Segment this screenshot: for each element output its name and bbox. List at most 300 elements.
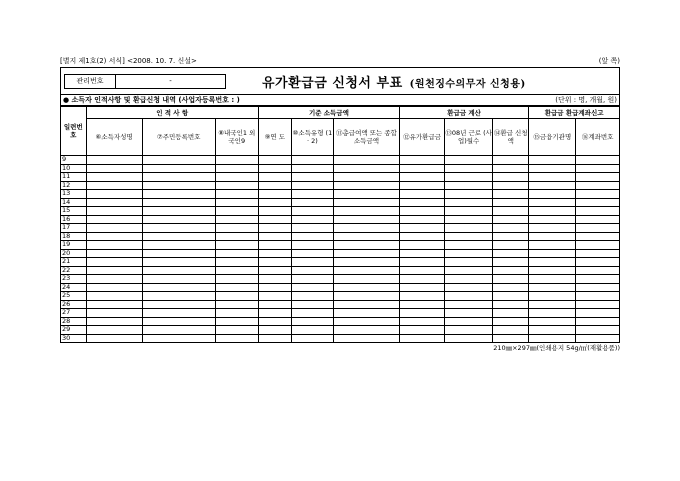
table-cell[interactable] (333, 317, 399, 326)
row-number: 27 (61, 309, 86, 318)
table-row (61, 266, 619, 275)
table-cell[interactable] (529, 156, 576, 165)
table-cell[interactable] (529, 164, 576, 173)
table-cell[interactable] (86, 326, 142, 335)
table-cell[interactable] (529, 275, 576, 284)
table-cell[interactable] (576, 283, 619, 292)
table-cell[interactable] (445, 156, 493, 165)
table-cell[interactable] (258, 190, 291, 199)
table-cell[interactable] (291, 334, 333, 342)
table-cell[interactable] (86, 309, 142, 318)
table-cell[interactable] (529, 283, 576, 292)
table-cell[interactable] (400, 249, 445, 258)
table-cell[interactable] (291, 224, 333, 233)
table-cell[interactable] (445, 215, 493, 224)
col-account-no: ⑯계좌번호 (576, 119, 619, 156)
base-income-header: 기준 소득금액 (258, 107, 399, 119)
row-number: 22 (61, 266, 86, 275)
table-cell[interactable] (529, 173, 576, 182)
table-cell[interactable] (493, 334, 529, 342)
table-cell[interactable] (493, 164, 529, 173)
table-cell[interactable] (142, 258, 215, 267)
table-cell[interactable] (529, 258, 576, 267)
table-cell[interactable] (333, 164, 399, 173)
table-cell[interactable] (258, 309, 291, 318)
page-side-label: (앞 쪽) (598, 57, 620, 65)
table-cell[interactable] (258, 317, 291, 326)
table-cell[interactable] (493, 224, 529, 233)
table-cell[interactable] (445, 258, 493, 267)
table-cell[interactable] (86, 190, 142, 199)
table-cell[interactable] (215, 198, 258, 207)
table-cell[interactable] (493, 173, 529, 182)
table-cell[interactable] (493, 190, 529, 199)
table-cell[interactable] (493, 249, 529, 258)
table-row (61, 283, 619, 292)
table-cell[interactable] (86, 164, 142, 173)
table-cell[interactable] (142, 224, 215, 233)
table-cell[interactable] (529, 232, 576, 241)
table-cell[interactable] (445, 326, 493, 335)
table-column-header (61, 119, 619, 156)
table-cell[interactable] (529, 326, 576, 335)
table-cell[interactable] (493, 232, 529, 241)
table-cell[interactable] (142, 173, 215, 182)
table-cell[interactable] (400, 190, 445, 199)
table-cell[interactable] (576, 232, 619, 241)
table-cell[interactable] (258, 275, 291, 284)
paper-size-note: 210㎜×297㎜(인쇄용지 54g/㎡(재활용품)) (493, 344, 620, 352)
table-cell[interactable] (215, 173, 258, 182)
row-number: 12 (61, 181, 86, 190)
table-cell[interactable] (576, 249, 619, 258)
table-row (61, 334, 619, 342)
table-cell[interactable] (86, 224, 142, 233)
row-number: 15 (61, 207, 86, 216)
table-cell[interactable] (493, 215, 529, 224)
table-cell[interactable] (86, 215, 142, 224)
table-cell[interactable] (215, 309, 258, 318)
table-cell[interactable] (445, 198, 493, 207)
table-cell[interactable] (215, 224, 258, 233)
table-cell[interactable] (576, 266, 619, 275)
table-cell[interactable] (215, 156, 258, 165)
table-cell[interactable] (142, 283, 215, 292)
form-title (262, 72, 526, 91)
table-cell[interactable] (529, 224, 576, 233)
table-cell[interactable] (400, 334, 445, 342)
table-cell[interactable] (258, 334, 291, 342)
table-cell[interactable] (86, 283, 142, 292)
table-cell[interactable] (445, 300, 493, 309)
col-apply-amount: ⑭환급 신청액 (493, 119, 529, 156)
table-cell[interactable] (333, 266, 399, 275)
table-cell[interactable] (142, 181, 215, 190)
table-cell[interactable] (445, 334, 493, 342)
table-cell[interactable] (576, 215, 619, 224)
table-cell[interactable] (215, 300, 258, 309)
table-row (61, 215, 619, 224)
table-cell[interactable] (215, 232, 258, 241)
col-work-months: ⑬08년 근로 (사업)월수 (445, 119, 493, 156)
row-number: 30 (61, 334, 86, 342)
table-cell[interactable] (215, 181, 258, 190)
table-cell[interactable] (576, 292, 619, 301)
table-cell[interactable] (493, 317, 529, 326)
table-cell[interactable] (142, 232, 215, 241)
table-cell[interactable] (529, 309, 576, 318)
table-cell[interactable] (215, 317, 258, 326)
table-cell[interactable] (529, 300, 576, 309)
personal-info-header: 인 적 사 항 (86, 107, 258, 119)
table-cell[interactable] (400, 207, 445, 216)
refund-calc-header: 환급금 계산 (400, 107, 529, 119)
table-cell[interactable] (86, 300, 142, 309)
row-number: 25 (61, 292, 86, 301)
table-cell[interactable] (529, 207, 576, 216)
serial-no-header: 일련번호 (61, 107, 86, 156)
table-cell[interactable] (445, 173, 493, 182)
table-row (61, 207, 619, 216)
table-cell[interactable] (333, 173, 399, 182)
table-cell[interactable] (493, 198, 529, 207)
table-cell[interactable] (258, 207, 291, 216)
row-number: 20 (61, 249, 86, 258)
table-cell[interactable] (493, 266, 529, 275)
col-name: ⑥소득자성명 (86, 119, 142, 156)
table-cell[interactable] (215, 207, 258, 216)
table-row (61, 309, 619, 318)
table-cell[interactable] (576, 164, 619, 173)
table-cell[interactable] (493, 275, 529, 284)
table-row (61, 198, 619, 207)
table-cell[interactable] (400, 317, 445, 326)
table-cell[interactable] (142, 309, 215, 318)
table-cell[interactable] (142, 317, 215, 326)
table-cell[interactable] (258, 224, 291, 233)
table-cell[interactable] (142, 215, 215, 224)
table-cell[interactable] (258, 156, 291, 165)
table-cell[interactable] (142, 249, 215, 258)
table-cell[interactable] (576, 317, 619, 326)
table-cell[interactable] (142, 198, 215, 207)
table-cell[interactable] (258, 164, 291, 173)
table-cell[interactable] (493, 181, 529, 190)
table-cell[interactable] (576, 309, 619, 318)
table-row (61, 224, 619, 233)
table-cell[interactable] (576, 275, 619, 284)
table-cell[interactable] (445, 317, 493, 326)
table-cell[interactable] (86, 181, 142, 190)
table-cell[interactable] (333, 224, 399, 233)
table-cell[interactable] (215, 334, 258, 342)
form-title-main: 유가환급금 신청서 부표 (262, 75, 403, 91)
table-cell[interactable] (291, 249, 333, 258)
table-cell[interactable] (493, 292, 529, 301)
table-cell[interactable] (142, 207, 215, 216)
table-cell[interactable] (576, 190, 619, 199)
table-cell[interactable] (215, 164, 258, 173)
table-cell[interactable] (333, 334, 399, 342)
table-cell[interactable] (215, 215, 258, 224)
table-cell[interactable] (529, 266, 576, 275)
table-cell[interactable] (493, 258, 529, 267)
table-cell[interactable] (86, 173, 142, 182)
table-cell[interactable] (291, 241, 333, 250)
table-cell[interactable] (291, 258, 333, 267)
refund-form-supplement (60, 56, 620, 353)
table-cell[interactable] (576, 224, 619, 233)
table-cell[interactable] (333, 207, 399, 216)
table-cell[interactable] (142, 164, 215, 173)
table-cell[interactable] (333, 275, 399, 284)
table-cell[interactable] (576, 181, 619, 190)
col-resident: ⑧내국인1 외국인9 (215, 119, 258, 156)
table-cell[interactable] (258, 258, 291, 267)
table-cell[interactable] (493, 300, 529, 309)
table-cell[interactable] (258, 292, 291, 301)
table-cell[interactable] (529, 249, 576, 258)
table-cell[interactable] (576, 326, 619, 335)
table-cell[interactable] (291, 156, 333, 165)
management-number-value[interactable]: - (169, 76, 172, 85)
table-cell[interactable] (529, 334, 576, 342)
table-cell[interactable] (258, 173, 291, 182)
section-header (61, 95, 619, 106)
table-cell[interactable] (215, 249, 258, 258)
table-cell[interactable] (445, 266, 493, 275)
row-number: 28 (61, 317, 86, 326)
table-row (61, 241, 619, 250)
table-cell[interactable] (333, 181, 399, 190)
table-cell[interactable] (86, 232, 142, 241)
table-cell[interactable] (576, 156, 619, 165)
table-cell[interactable] (400, 224, 445, 233)
table-cell[interactable] (215, 275, 258, 284)
table-cell[interactable] (400, 181, 445, 190)
table-cell[interactable] (445, 164, 493, 173)
table-cell[interactable] (400, 309, 445, 318)
table-cell[interactable] (258, 232, 291, 241)
table-cell[interactable] (258, 215, 291, 224)
table-cell[interactable] (333, 198, 399, 207)
refund-account-header: 환급금 환급계좌신고 (529, 107, 619, 119)
table-cell[interactable] (86, 207, 142, 216)
table-cell[interactable] (142, 241, 215, 250)
table-cell[interactable] (445, 309, 493, 318)
table-cell[interactable] (400, 283, 445, 292)
table-cell[interactable] (333, 249, 399, 258)
table-cell[interactable] (215, 283, 258, 292)
table-cell[interactable] (86, 249, 142, 258)
table-cell[interactable] (576, 258, 619, 267)
table-cell[interactable] (215, 241, 258, 250)
table-cell[interactable] (291, 283, 333, 292)
table-cell[interactable] (576, 207, 619, 216)
table-cell[interactable] (400, 198, 445, 207)
table-cell[interactable] (291, 164, 333, 173)
table-cell[interactable] (215, 292, 258, 301)
table-cell[interactable] (400, 156, 445, 165)
table-cell[interactable] (493, 156, 529, 165)
table-cell[interactable] (291, 198, 333, 207)
table-cell[interactable] (493, 326, 529, 335)
table-cell[interactable] (291, 309, 333, 318)
table-cell[interactable] (333, 241, 399, 250)
table-cell[interactable] (86, 258, 142, 267)
table-cell[interactable] (576, 300, 619, 309)
table-cell[interactable] (529, 241, 576, 250)
table-cell[interactable] (445, 181, 493, 190)
table-cell[interactable] (529, 317, 576, 326)
table-cell[interactable] (258, 198, 291, 207)
table-cell[interactable] (400, 215, 445, 224)
table-cell[interactable] (400, 266, 445, 275)
table-cell[interactable] (400, 241, 445, 250)
table-cell[interactable] (400, 258, 445, 267)
form-number-label: [별지 제1호(2) 서식] <2008. 10. 7. 신설> (60, 57, 197, 65)
table-cell[interactable] (576, 334, 619, 342)
table-cell[interactable] (86, 292, 142, 301)
table-cell[interactable] (291, 207, 333, 216)
table-cell[interactable] (258, 326, 291, 335)
table-cell[interactable] (445, 232, 493, 241)
col-bank-name: ⑮금융기관명 (529, 119, 576, 156)
table-cell[interactable] (333, 326, 399, 335)
table-cell[interactable] (142, 334, 215, 342)
table-cell[interactable] (258, 283, 291, 292)
table-cell[interactable] (576, 241, 619, 250)
table-cell[interactable] (333, 215, 399, 224)
table-cell[interactable] (258, 300, 291, 309)
table-cell[interactable] (400, 275, 445, 284)
table-cell[interactable] (258, 266, 291, 275)
row-number: 21 (61, 258, 86, 267)
unit-label: (단위 : 명, 개월, 원) (555, 96, 617, 104)
table-cell[interactable] (493, 241, 529, 250)
table-cell[interactable] (142, 156, 215, 165)
table-row (61, 326, 619, 335)
table-cell[interactable] (333, 190, 399, 199)
table-cell[interactable] (142, 292, 215, 301)
table-cell[interactable] (400, 173, 445, 182)
table-cell[interactable] (86, 334, 142, 342)
table-cell[interactable] (215, 190, 258, 199)
table-cell[interactable] (493, 207, 529, 216)
table-cell[interactable] (258, 181, 291, 190)
row-number: 24 (61, 283, 86, 292)
table-cell[interactable] (142, 300, 215, 309)
table-cell[interactable] (400, 300, 445, 309)
table-cell[interactable] (333, 309, 399, 318)
table-cell[interactable] (86, 156, 142, 165)
table-cell[interactable] (291, 275, 333, 284)
table-row (61, 232, 619, 241)
table-cell[interactable] (445, 275, 493, 284)
table-cell[interactable] (529, 190, 576, 199)
table-cell[interactable] (142, 275, 215, 284)
table-cell[interactable] (333, 283, 399, 292)
table-cell[interactable] (529, 215, 576, 224)
table-cell[interactable] (333, 156, 399, 165)
table-cell[interactable] (291, 266, 333, 275)
table-cell[interactable] (576, 173, 619, 182)
table-cell[interactable] (445, 283, 493, 292)
table-cell[interactable] (86, 275, 142, 284)
table-cell[interactable] (291, 173, 333, 182)
row-number: 16 (61, 215, 86, 224)
table-row (61, 258, 619, 267)
col-reg-no: ⑦주민등록번호 (142, 119, 215, 156)
table-cell[interactable] (400, 292, 445, 301)
table-cell[interactable] (445, 224, 493, 233)
table-cell[interactable] (333, 258, 399, 267)
table-cell[interactable] (291, 181, 333, 190)
table-cell[interactable] (333, 300, 399, 309)
table-cell[interactable] (333, 232, 399, 241)
table-cell[interactable] (291, 326, 333, 335)
table-cell[interactable] (86, 241, 142, 250)
table-cell[interactable] (493, 283, 529, 292)
table-row (61, 292, 619, 301)
table-cell[interactable] (493, 309, 529, 318)
table-cell[interactable] (215, 326, 258, 335)
table-cell[interactable] (291, 232, 333, 241)
table-cell[interactable] (291, 317, 333, 326)
table-row (61, 249, 619, 258)
refund-table (61, 106, 619, 342)
col-income-type: ⑩소득유형 (1 · 2) (291, 119, 333, 156)
row-number: 17 (61, 224, 86, 233)
col-income-amount: ⑪총급여액 또는 종합소득금액 (333, 119, 399, 156)
table-cell[interactable] (445, 292, 493, 301)
table-row (61, 156, 619, 165)
table-cell[interactable] (258, 249, 291, 258)
table-cell[interactable] (215, 266, 258, 275)
table-cell[interactable] (400, 164, 445, 173)
table-cell[interactable] (142, 190, 215, 199)
table-cell[interactable] (400, 232, 445, 241)
table-cell[interactable] (529, 198, 576, 207)
table-cell[interactable] (529, 292, 576, 301)
table-cell[interactable] (529, 181, 576, 190)
table-cell[interactable] (291, 300, 333, 309)
table-cell[interactable] (400, 326, 445, 335)
table-cell[interactable] (86, 317, 142, 326)
table-cell[interactable] (291, 292, 333, 301)
table-cell[interactable] (86, 198, 142, 207)
table-cell[interactable] (86, 266, 142, 275)
table-cell[interactable] (445, 207, 493, 216)
table-cell[interactable] (258, 241, 291, 250)
table-cell[interactable] (215, 258, 258, 267)
management-number-label: 관리번호 (65, 75, 116, 88)
row-number: 10 (61, 164, 86, 173)
table-cell[interactable] (291, 215, 333, 224)
table-cell[interactable] (291, 190, 333, 199)
table-cell[interactable] (445, 241, 493, 250)
row-number: 13 (61, 190, 86, 199)
table-cell[interactable] (445, 249, 493, 258)
table-cell[interactable] (142, 326, 215, 335)
row-number: 9 (61, 156, 86, 165)
table-cell[interactable] (142, 266, 215, 275)
table-group-header (61, 107, 619, 119)
table-cell[interactable] (333, 292, 399, 301)
table-cell[interactable] (445, 190, 493, 199)
row-number: 18 (61, 232, 86, 241)
table-cell[interactable] (576, 198, 619, 207)
